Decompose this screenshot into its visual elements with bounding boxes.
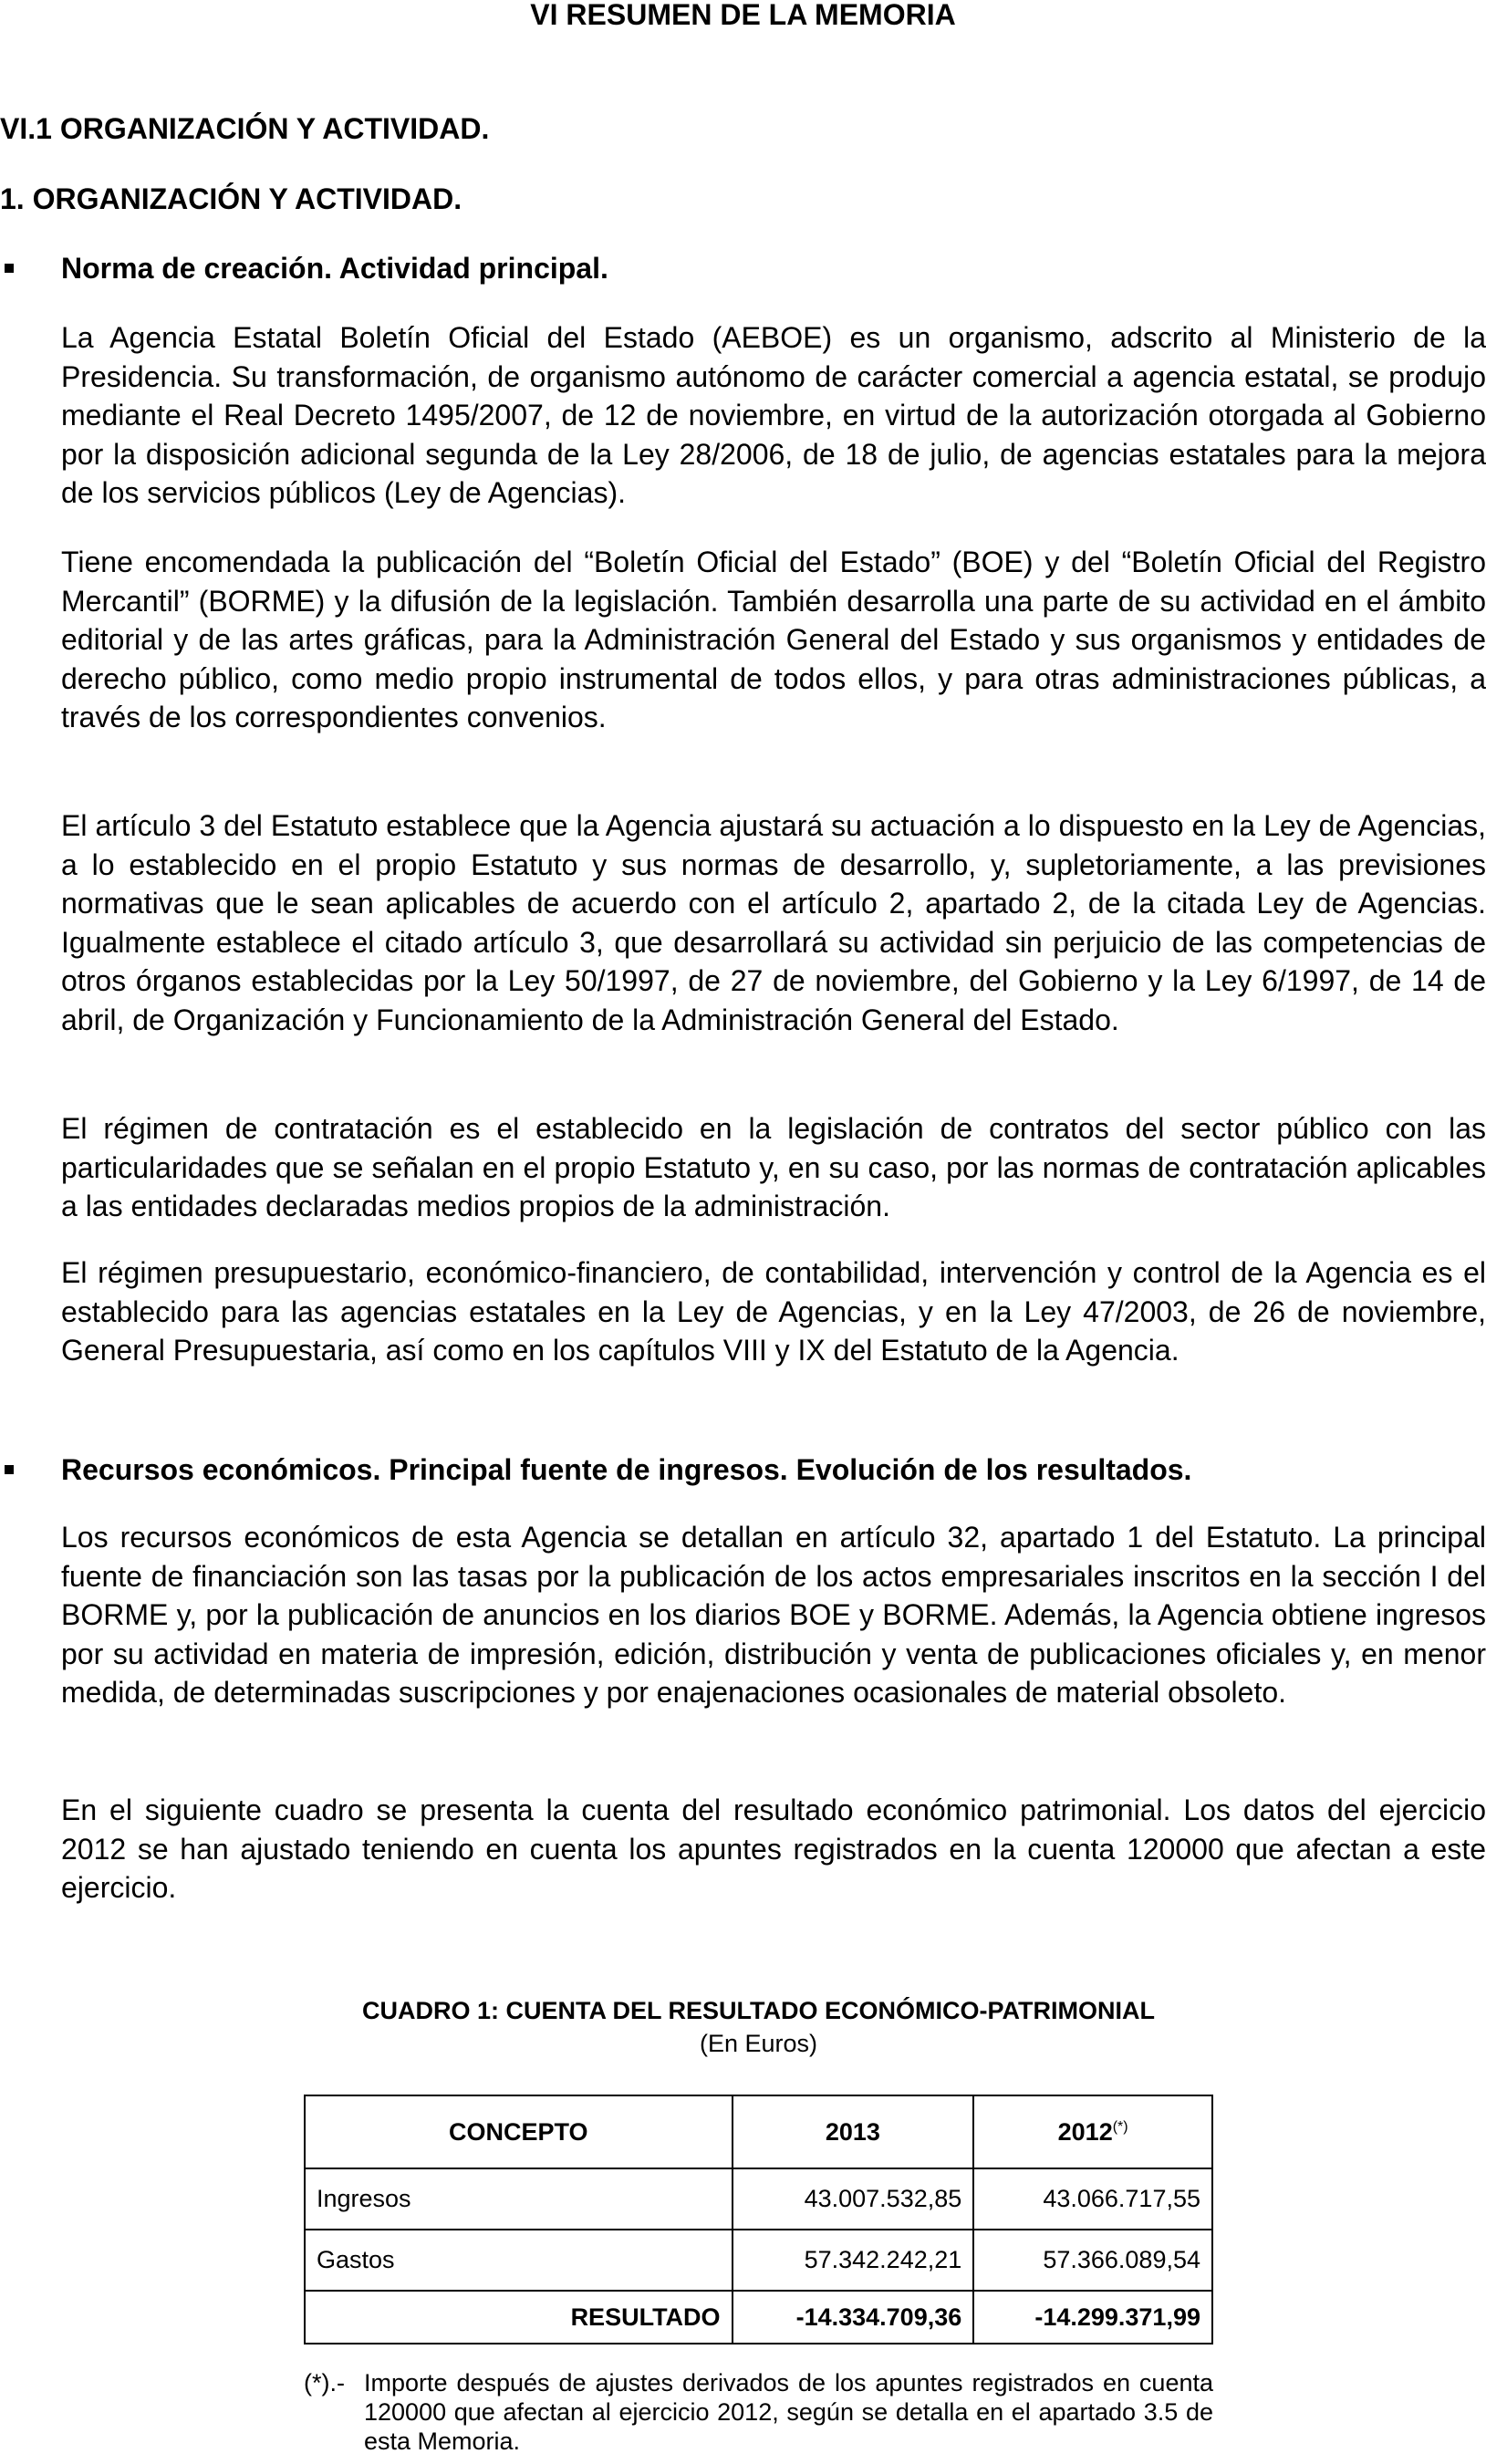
row-value-2013: 57.342.242,21 [733,2230,974,2291]
bullet-square-icon [5,264,14,273]
table-row [305,2168,1212,2230]
page-title: VI RESUMEN DE LA MEMORIA [530,0,956,31]
paragraph-table-intro: En el siguiente cuadro se presenta la cuenta del resultado económico patrimonial. Los datos del ejercicio 2012 se han ajustado teniendo en cuenta los apuntes registrados en la cuenta 120000 que afectan a este ejercicio. [61,1793,1486,1904]
paragraph-contracting: El régimen de contratación es el establecido en la legislación de contratos del sector público con las particularidades que se señalan en el propio Estatuto y, en su caso, por las normas de contratación aplicables a las entidades declaradas medios propios de la administración. [61,1112,1486,1222]
bullet-square-icon [5,1465,14,1474]
paragraph-functions: Tiene encomendada la publicación del “Boletín Oficial del Estado” (BOE) y del “Boletín Oficial del Registro Mercantil” (BORME) y la difusión de la legislación. También desarrolla una parte de su actividad en el ámbito editorial y de las artes gráficas, para la Administración General del Estado y sus organismos y entidades de derecho público, como medio propio instrumental de todos ellos, y para otras administraciones públicas, a través de los correspondientes convenios. [61,546,1486,733]
paragraph-budget: El régimen presupuestario, económico-financiero, de contabilidad, intervención y control de la Agencia es el establecido para las agencias estatales en la Ley de Agencias, y en la Ley 47/2003, de 26 de noviembre, General Presupuestaria, así como en los capítulos VIII y IX del Estatuto de la Agencia. [61,1256,1486,1367]
footnote-mark: (*).- [304,2369,345,2396]
paragraph-statute: El artículo 3 del Estatuto establece que la Agencia ajustará su actuación a lo dispuesto en la Ley de Agencias, a lo establecido en el propio Estatuto y sus normas de desarrollo, y, supletoriamente, a las previsiones normativas que le sean aplicables de acuerdo con el artículo 2, apartado 2, de la citada Ley de Agencias. Igualmente establece el citado artículo 3, que desarrollará su actividad sin perjuicio de las competencias de otros órganos establecidas por la Ley 50/1997, de 27 de noviembre, del Gobierno y la Ley 6/1997, de 14 de abril, de Organización y Funcionamiento de la Administración General del Estado. [61,809,1486,1036]
table-row [305,2230,1212,2291]
bullet-heading-norma [0,251,1486,287]
table-footnote [304,2368,1213,2456]
bullet-heading-label: Norma de creación. Actividad principal. [61,252,608,285]
result-table [304,2095,1213,2344]
table-units: (En Euros) [699,2030,818,2057]
header-concepto: CONCEPTO [305,2095,733,2168]
header-2012 [973,2095,1212,2168]
row-value-2012: 57.366.089,54 [973,2230,1212,2291]
bullet-heading-recursos [0,1452,1486,1489]
total-value-2012: -14.299.371,99 [973,2291,1212,2344]
paragraph-resources: Los recursos económicos de esta Agencia se detallan en artículo 32, apartado 1 del Estatuto. La principal fuente de financiación son las tasas por la publicación de los actos empresariales inscritos en la sección I del BORME y, por la publicación de anuncios en los diarios BOE y BORME. Además, la Agencia obtiene ingresos por su actividad en materia de impresión, edición, distribución y venta de publicaciones oficiales y, en menor medida, de determinadas suscripciones y por enajenaciones ocasionales de material obsoleto. [61,1521,1486,1709]
table-caption [304,1994,1213,2060]
total-value-2013: -14.334.709,36 [733,2291,974,2344]
section-heading: VI.1 ORGANIZACIÓN Y ACTIVIDAD. [0,112,490,145]
table-title: CUADRO 1: CUENTA DEL RESULTADO ECONÓMICO-PATRIMONIAL [362,1997,1155,2024]
header-2012-label: 2012 [1057,2117,1113,2146]
row-concepto: Ingresos [305,2168,733,2230]
header-2012-footnote-mark: (*) [1112,2118,1128,2135]
row-value-2013: 43.007.532,85 [733,2168,974,2230]
subsection-heading: 1. ORGANIZACIÓN Y ACTIVIDAD. [0,182,462,215]
header-2013: 2013 [733,2095,974,2168]
paragraph-creation: La Agencia Estatal Boletín Oficial del Estado (AEBOE) es un organismo, adscrito al Ministerio de la Presidencia. Su transformación, de organismo autónomo de carácter comercial a agencia estatal, se produjo mediante el Real Decreto 1495/2007, de 12 de noviembre, en virtud de la autorización otorgada al Gobierno por la disposición adicional segunda de la Ley 28/2006, de 18 de julio, de agencias estatales para la mejora de los servicios públicos (Ley de Agencias). [61,321,1486,509]
row-value-2012: 43.066.717,55 [973,2168,1212,2230]
bullet-heading-label: Recursos económicos. Principal fuente de ingresos. Evolución de los resultados. [61,1453,1192,1486]
total-label: RESULTADO [305,2291,733,2344]
row-concepto: Gastos [305,2230,733,2291]
table-header-row [305,2095,1212,2168]
table-total-row [305,2291,1212,2344]
footnote-text: Importe después de ajustes derivados de los apuntes registrados en cuenta 120000 que afectan al ejercicio 2012, según se detalla en el apartado 3.5 de esta Memoria. [364,2369,1213,2455]
